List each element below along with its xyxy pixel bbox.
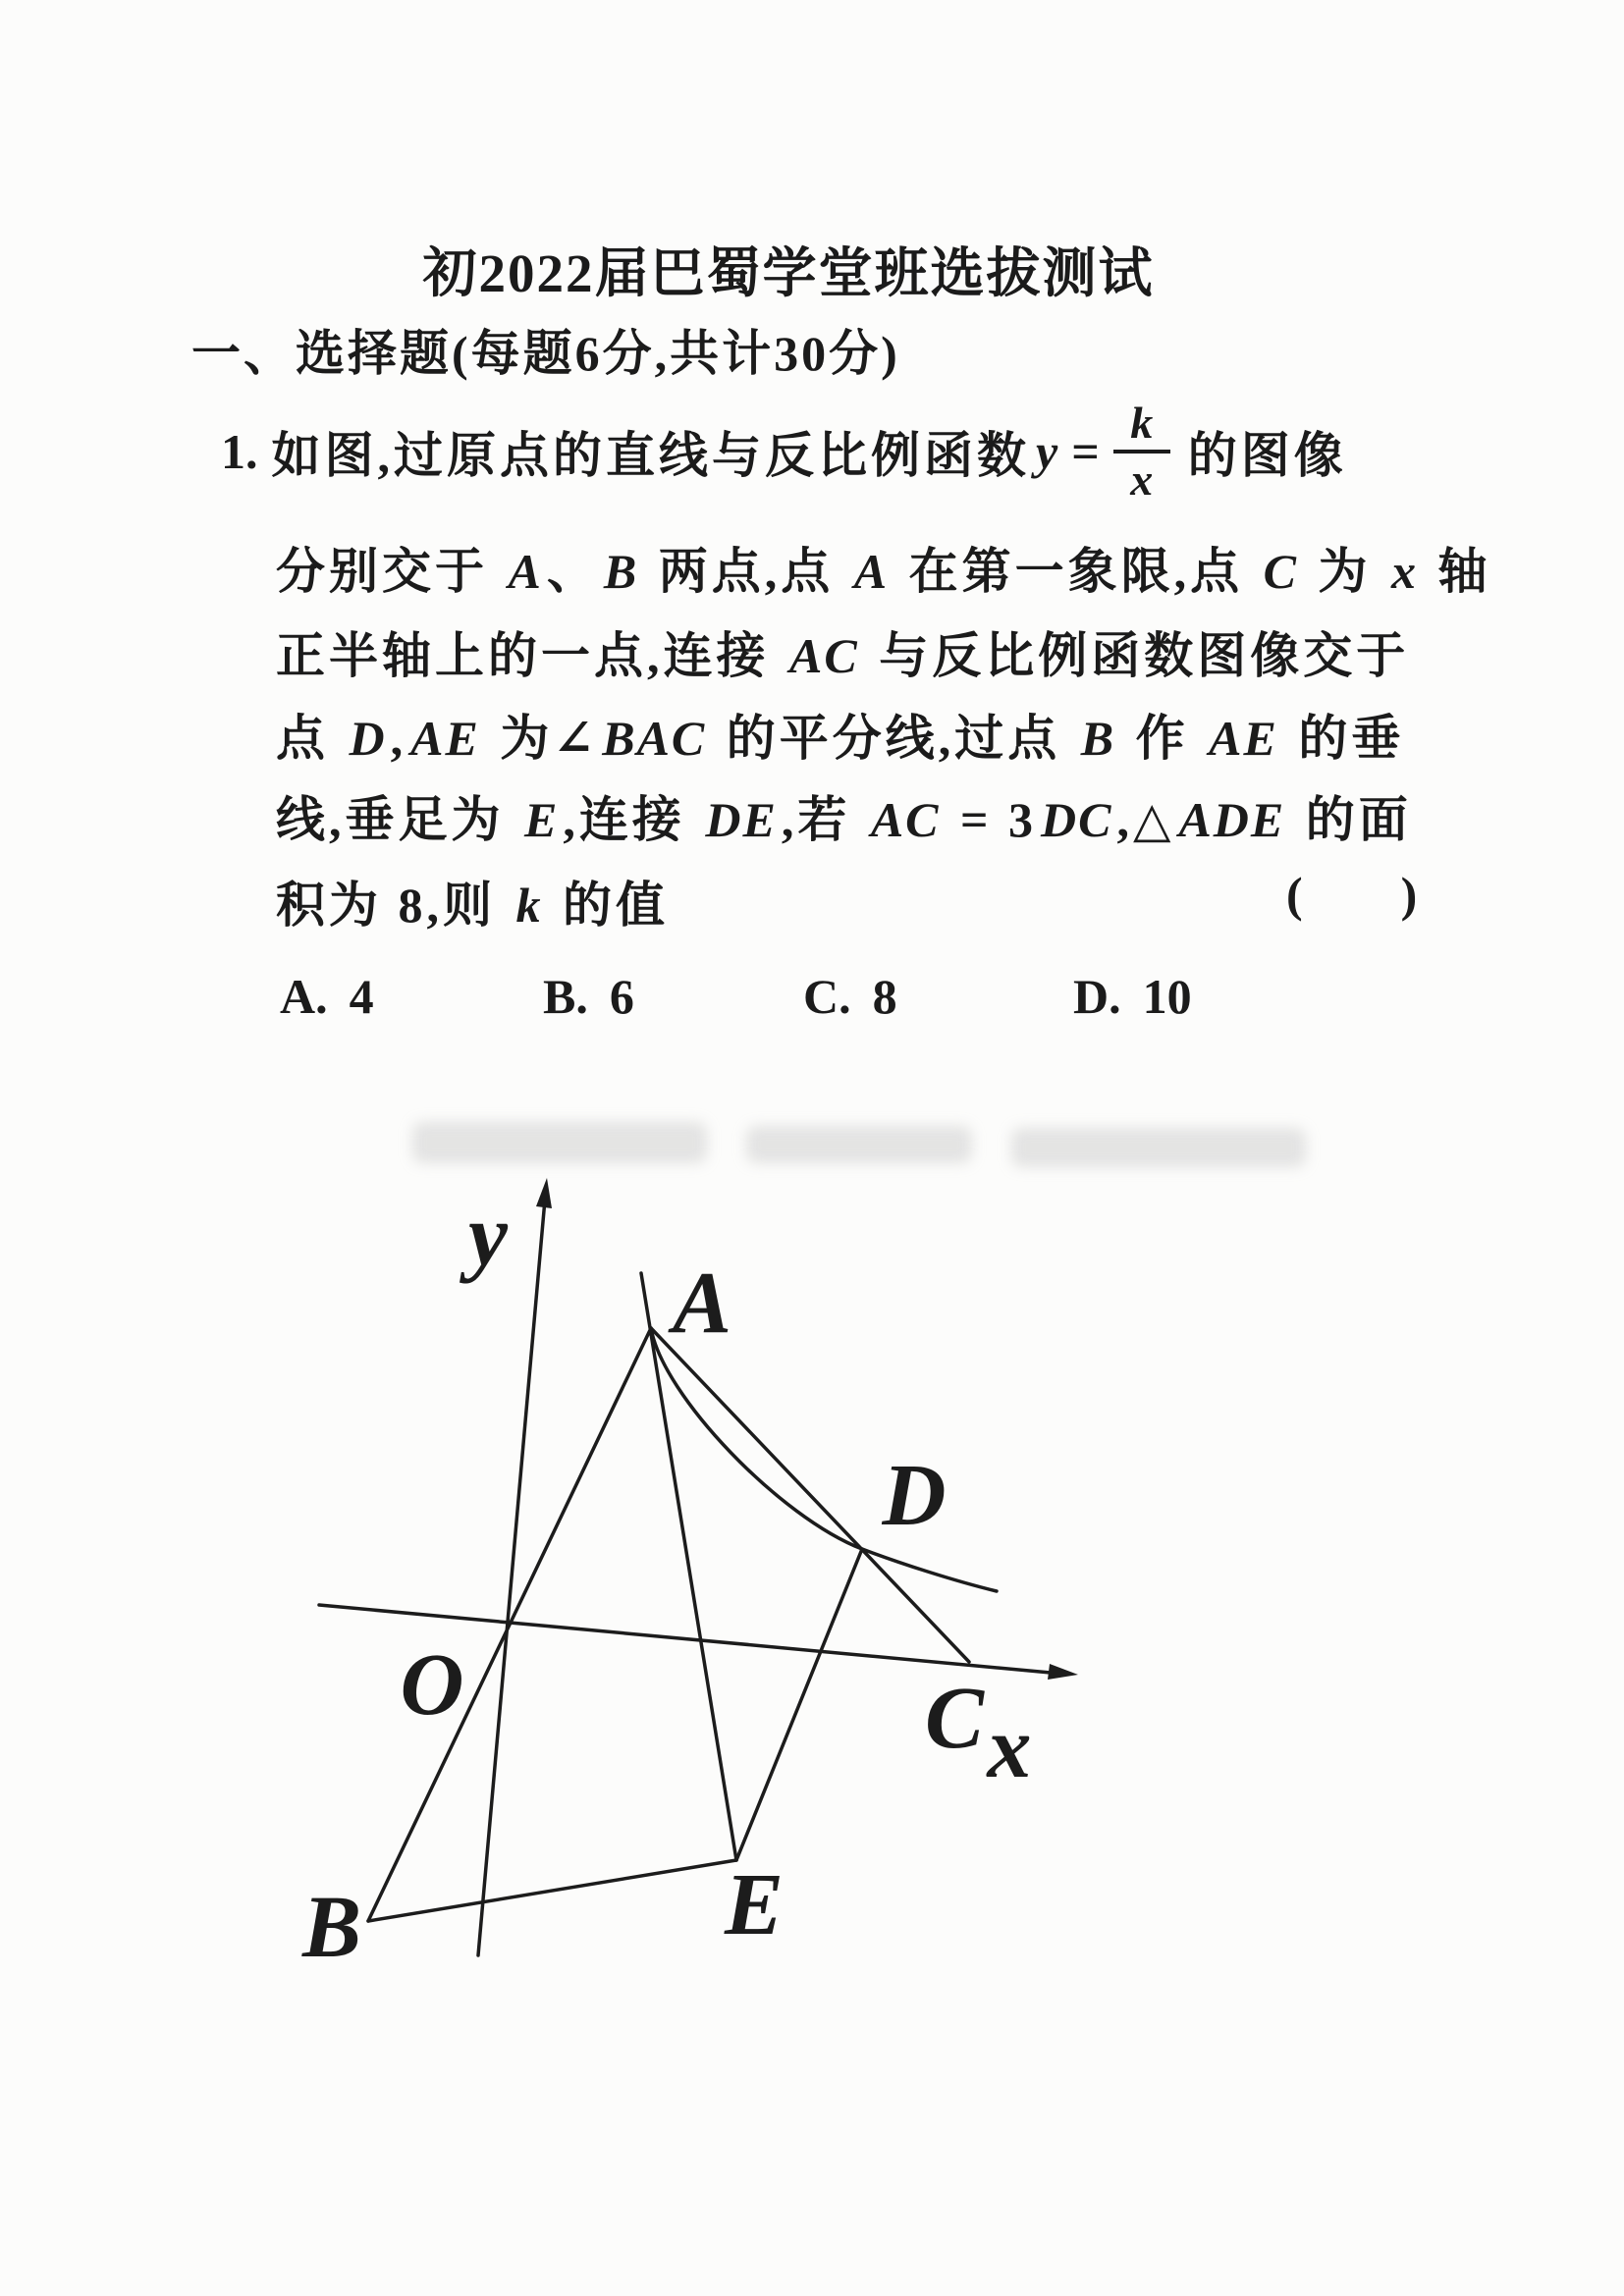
y-axis-line xyxy=(478,1200,545,1955)
figure-svg xyxy=(226,1129,1257,2061)
question-text-before-formula: 如图,过原点的直线与反比例函数 xyxy=(271,428,1030,483)
option-d xyxy=(1073,968,1192,1025)
point-a-label: A xyxy=(672,1255,732,1352)
option-c-value: 8 xyxy=(872,969,897,1024)
x-axis-label: x xyxy=(987,1699,1032,1796)
option-b xyxy=(543,968,634,1025)
formula-lhs: y xyxy=(1036,424,1058,479)
option-c xyxy=(803,968,897,1025)
page-title: 初2022届巴蜀学堂班选拔测试 xyxy=(422,243,1155,303)
fraction-denominator: x xyxy=(1130,454,1154,505)
question-text-after-formula: 的图像 xyxy=(1187,428,1347,483)
option-a-label: A. xyxy=(280,969,328,1024)
point-b-label: B xyxy=(301,1879,362,1976)
option-a-value: 4 xyxy=(349,969,374,1024)
question-line-2: 分别交于 A、B 两点,点 A 在第一象限,点 C 为 x 轴 xyxy=(276,544,1491,599)
y-axis-arrow-icon xyxy=(536,1178,552,1208)
option-a xyxy=(280,968,374,1025)
question-line-5: 线,垂足为 E,连接 DE,若 AC = 3DC,△ADE 的面 xyxy=(276,792,1412,847)
line-a-e-bisector xyxy=(641,1273,736,1860)
geometry-figure xyxy=(226,1129,1257,2061)
origin-label: O xyxy=(400,1636,464,1734)
option-b-label: B. xyxy=(543,969,588,1024)
option-d-value: 10 xyxy=(1142,969,1192,1024)
option-b-value: 6 xyxy=(609,969,634,1024)
line-b-o-a xyxy=(368,1328,651,1921)
question-line-3: 正半轴上的一点,连接 AC 与反比例函数图像交于 xyxy=(276,628,1410,683)
question-line-6: 积为 8,则 k 的值 xyxy=(276,878,669,933)
option-d-label: D. xyxy=(1073,969,1121,1024)
point-d-label: D xyxy=(882,1447,947,1544)
section-heading: 一、选择题(每题6分,共计30分) xyxy=(191,326,900,381)
question-line-1 xyxy=(221,391,1347,512)
open-paren: ( xyxy=(1286,867,1303,922)
fraction-numerator: k xyxy=(1130,397,1154,448)
equals-sign: = xyxy=(1071,424,1100,479)
fraction-k-over-x xyxy=(1113,397,1170,505)
x-axis-arrow-icon xyxy=(1048,1664,1078,1680)
point-e-label: E xyxy=(724,1856,785,1953)
line-e-d xyxy=(736,1549,862,1860)
y-axis-label: y xyxy=(468,1187,508,1284)
line-b-e xyxy=(368,1860,736,1921)
close-paren: ) xyxy=(1400,867,1418,922)
question-line-4: 点 D,AE 为∠BAC 的平分线,过点 B 作 AE 的垂 xyxy=(276,711,1405,766)
option-c-label: C. xyxy=(803,969,851,1024)
question-number: 1. xyxy=(221,424,258,479)
point-c-label: C xyxy=(924,1670,985,1767)
fraction-bar xyxy=(1113,450,1170,454)
answer-blank xyxy=(1286,866,1417,923)
